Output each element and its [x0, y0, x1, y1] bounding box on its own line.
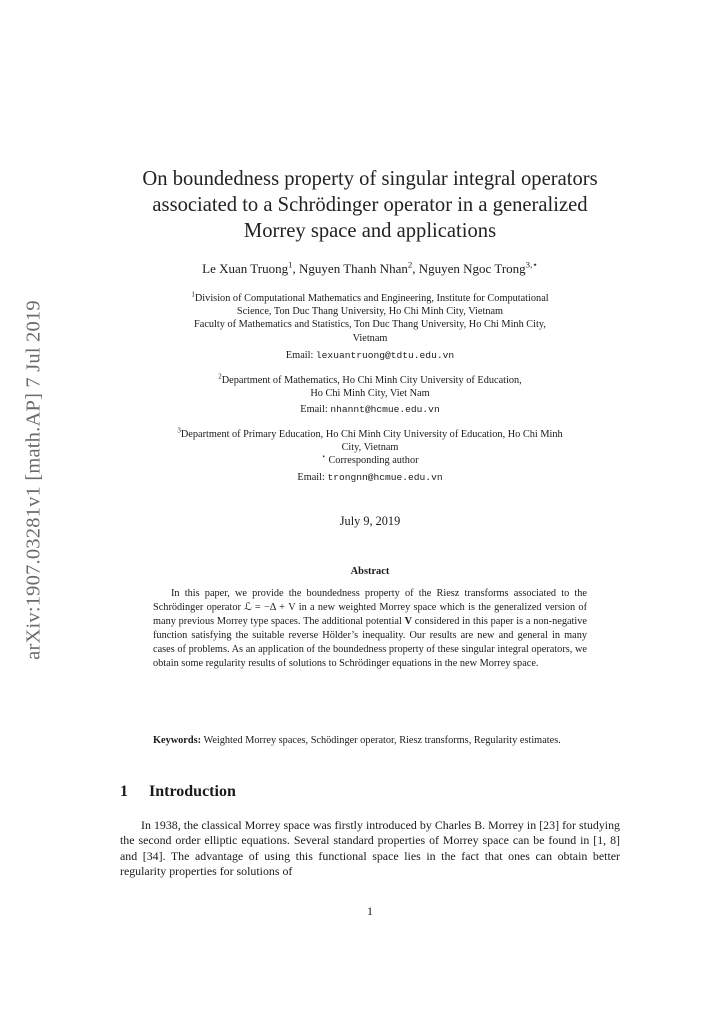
section-number: 1 [120, 783, 128, 800]
potential-symbol: V [404, 616, 413, 628]
paper-title [120, 166, 620, 244]
email-label: Email: [285, 349, 314, 361]
paper-date: July 9, 2019 [339, 514, 401, 528]
author-name: Le Xuan Truong [202, 261, 289, 276]
page-number: 1 [367, 904, 373, 918]
email-label: Email: [297, 471, 325, 483]
abstract-part: in a new weighted Morrey space which is the generalized version of many previous Morrey type spaces. The additional potential [153, 602, 588, 628]
affiliation-line: Division of Computational Mathematics and Engineering, Institute for Computational [194, 293, 549, 304]
author-sup: 1 [288, 259, 293, 270]
corresponding-sup: ⋆ [321, 452, 326, 461]
title-line: On boundedness property of singular integral operators [142, 168, 598, 190]
affiliation-1 [118, 292, 622, 362]
affiliation-sup: 1 [191, 290, 195, 299]
abstract-part: In this paper, we provide the boundedness property of the Riesz transforms associated to the Schrödinger operator [153, 588, 587, 614]
corresponding-author-note: Corresponding author [328, 455, 419, 467]
affiliation-line: City, Vietnam [341, 442, 399, 454]
title-line: Morrey space and applications [243, 220, 497, 242]
affiliation-line: Department of Primary Education, Ho Chi Minh City University of Education, Ho Chi Minh [180, 429, 563, 440]
author-list: Le Xuan Truong$^1$, Nguyen Thanh Nhan$^2$, Nguyen Ngoc Trong$^{3,⋆}$ [202, 259, 538, 276]
operator-formula: ℒ = −Δ + V [244, 602, 296, 614]
affiliation-line: Science, Ton Duc Thang University, Ho Chi Minh City, Vietnam [236, 306, 504, 318]
affiliation-line: Faculty of Mathematics and Statistics, Ton Duc Thang University, Ho Chi Minh City, [194, 319, 546, 331]
email-label: Email: [300, 404, 328, 416]
affiliation-line: Vietnam [352, 332, 388, 344]
email-address[interactable]: trongnn@hcmue.edu.vn [327, 471, 443, 483]
title-line: associated to a Schrödinger operator in a generalized [152, 194, 588, 216]
keywords [153, 734, 587, 748]
keywords-label: Keywords: [153, 735, 202, 746]
abstract-heading: Abstract [350, 566, 390, 577]
affiliation-sup: 3 [177, 426, 181, 435]
section-title: Introduction [149, 783, 236, 800]
abstract-text [153, 587, 587, 672]
affiliation-line: Ho Chi Minh City, Viet Nam [310, 388, 430, 400]
affiliation-line: Department of Mathematics, Ho Chi Minh City University of Education, [221, 375, 522, 386]
keywords-text: Weighted Morrey spaces, Schödinger operator, Riesz transforms, Regularity estimates. [203, 735, 561, 746]
intro-paragraph: In 1938, the classical Morrey space was firstly introduced by Charles B. Morrey in [23] for studying the second order elliptic equations. Several standard properties of Morrey space can be found in [1, 8] and [34]. The advantage of using this functional space lies in the fact that ones can obtain better regularity properties for solutions of [120, 818, 620, 879]
author-sup: 2 [407, 259, 413, 270]
section-heading [120, 783, 236, 801]
affiliation-3 [118, 428, 622, 484]
email-address[interactable]: nhannt@hcmue.edu.vn [330, 404, 440, 416]
email-address[interactable]: lexuantruong@tdtu.edu.vn [315, 349, 455, 361]
author-name: Nguyen Ngoc Trong [418, 261, 526, 276]
affiliation-sup: 2 [218, 372, 222, 381]
arxiv-identifier: arXiv:1907.03281v1 [math.AP] 7 Jul 2019 [22, 300, 45, 660]
affiliation-2 [118, 374, 622, 417]
author-name: Nguyen Thanh Nhan [299, 261, 408, 276]
abstract-part: considered in this paper is a non-negative function satisfying the suitable reverse Hölder’s inequality. Our results are new and general in many cases of problems. As an application of the boundedness property of these singular integral operators, we obtain some regularity results of solutions to Schrödinger equations in the new Morrey space. [153, 616, 587, 670]
author-sup: 3,⋆ [525, 259, 538, 270]
